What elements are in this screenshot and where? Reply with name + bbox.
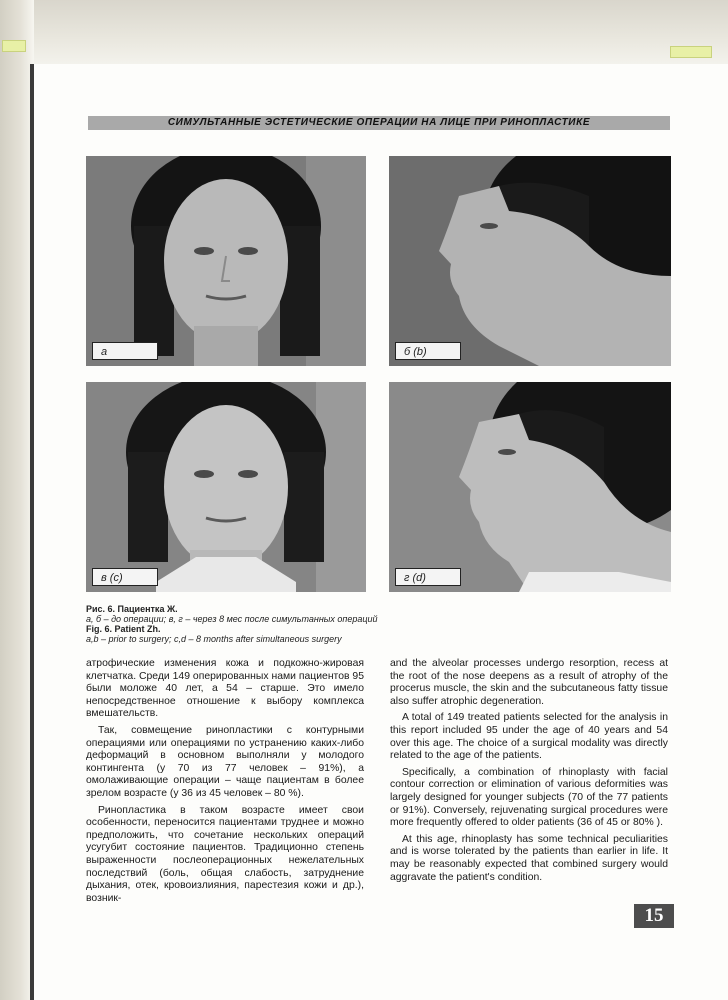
scan-background-top <box>0 0 728 64</box>
ru-paragraph: Ринопластика в таком возрасте имеет свои особенности, переносится пациентами труднее и можно предположить, что сочетание нескольких операций усугубит состояние пациентов. Традиционно степень выраженности послеоперационных нежелательных последствий (боль, общая слабость, затруднение дыхания, отек, кровоизлияния, парестезия кожи и др.), возник- <box>86 804 364 904</box>
russian-text-column <box>86 658 364 905</box>
scan-background-left <box>0 0 34 1000</box>
caption-ru-desc: а, б – до операции; в, г – через 8 мес после симультанных операций <box>86 614 378 624</box>
sticky-tab-left <box>2 40 26 52</box>
figure-caption <box>86 604 686 644</box>
en-paragraph: and the alveolar processes undergo resorption, recess at the root of the nose deepens as a result of atrophy of the procerus muscle, the skin and the subcutaneous fatty tissue also suffer atrophic degeneration. <box>390 658 668 707</box>
en-paragraph: Specifically, a combination of rhinoplasty with facial contour correction or elimination of various deformities was largely designed for younger subjects (70 of the 77 patients or 91%). Conversely, rejuvenating surgical procedures were more frequently offered to older patients (36 of 45 or 80% ). <box>390 766 668 829</box>
photo-panel-b <box>389 156 671 366</box>
photo-label-b: б (b) <box>395 342 461 360</box>
en-paragraph: A total of 149 treated patients selected for the analysis in this report included 95 under the age of 40 years and 54 over this age. The choice of a surgical modality was directly related to the age of the patients. <box>390 712 668 762</box>
ru-paragraph: атрофические изменения кожа и подкожно-жировая клетчатка. Среди 149 оперированных нами пациентов 95 были моложе 40 лет, а 54 – старше. Это имело непосредственное отношение к выбору комплекса вмешательств. <box>86 658 364 720</box>
patient-profile-before-image <box>389 156 671 366</box>
sticky-tab-right <box>670 46 712 58</box>
journal-page <box>34 64 728 1000</box>
patient-frontal-after-image <box>86 382 366 592</box>
ru-paragraph: Так, совмещение ринопластики с контурными операциями или операциями по устранению каких-либо деформаций в основном выполняли у молодого контингента (у 70 из 77 человек – 91%), а омолаживающие операции – чаще пациентам в более зрелом возрасте (у 36 из 45 человек – 80 %). <box>86 724 364 799</box>
caption-ru-title: Рис. 6. Пациентка Ж. <box>86 604 178 614</box>
caption-en-desc: a,b – prior to surgery; c,d – 8 months after simultaneous surgery <box>86 634 342 644</box>
running-header: СИМУЛЬТАННЫЕ ЭСТЕТИЧЕСКИЕ ОПЕРАЦИИ НА ЛИЦЕ ПРИ РИНОПЛАСТИКЕ <box>88 116 670 130</box>
patient-frontal-before-image <box>86 156 366 366</box>
page-edge-shadow <box>30 64 34 1000</box>
photo-label-d: г (d) <box>395 568 461 586</box>
photo-label-c: в (с) <box>92 568 158 586</box>
en-paragraph: At this age, rhinoplasty has some technical peculiarities and is worse tolerated by the patients than earlier in life. It may be reasonably expected that combined surgery would aggravate the patient's condition. <box>390 833 668 883</box>
caption-en-title: Fig. 6. Patient Zh. <box>86 624 161 634</box>
photo-panel-a <box>86 156 366 366</box>
photo-panel-c <box>86 382 366 592</box>
photo-label-a: а <box>92 342 158 360</box>
page-number: 15 <box>634 904 674 928</box>
patient-profile-after-image <box>389 382 671 592</box>
photo-panel-d <box>389 382 671 592</box>
english-text-column <box>390 658 668 884</box>
